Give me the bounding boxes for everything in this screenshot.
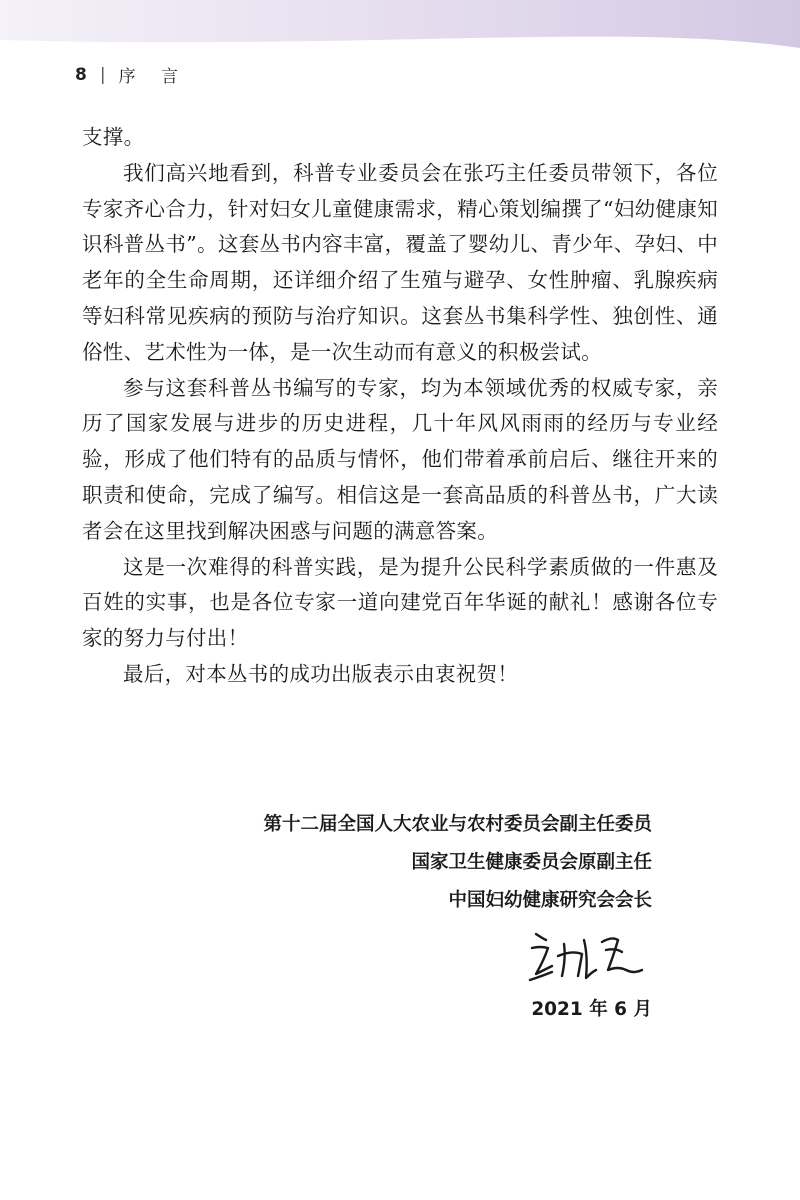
top-decorative-band <box>0 0 800 60</box>
signature-date: 2021 年 6 月 <box>531 999 652 1020</box>
top-band-graphic <box>0 0 800 60</box>
paragraph: 最后，对本丛书的成功出版表示由衷祝贺！ <box>123 661 519 686</box>
page-number: 8 <box>75 64 88 85</box>
signer-title: 第十二届全国人大农业与农村委员会副主任委员 <box>263 814 652 835</box>
section-title: 序 言 <box>118 67 188 87</box>
paragraph: 这是一次难得的科普实践，是为提升公民科学素质做的一件惠及百姓的实事，也是各位专家一道向建党百年华诞的献礼！感谢各位专家的努力与付出！ <box>82 554 718 651</box>
signer-title: 国家卫生健康委员会原副主任 <box>411 852 652 873</box>
signer-title: 中国妇幼健康研究会会长 <box>448 890 652 911</box>
paragraph: 我们高兴地看到，科普专业委员会在张巧主任委员带领下，各位专家齐心合力，针对妇女儿童健康需求，精心策划编撰了“妇幼健康知识科普丛书”。这套丛书内容丰富，覆盖了婴幼儿、青少年、孕妇、中老年的全生命周期，还详细介绍了生殖与避孕、女性肿瘤、乳腺疾病等妇科常见疾病的预防与治疗知识。这套丛书集科学性、独创性、通俗性、艺术性为一体，是一次生动而有意义的积极尝试。 <box>82 160 718 364</box>
preface-body <box>82 120 718 693</box>
running-header <box>75 62 188 87</box>
paragraph-continuation: 支撑。 <box>82 125 145 149</box>
handwritten-signature <box>522 926 652 988</box>
signature-block <box>263 806 652 1028</box>
header-separator: | <box>99 64 107 85</box>
paragraph: 参与这套科普丛书编写的专家，均为本领域优秀的权威专家，亲历了国家发展与进步的历史进程，几十年风风雨雨的经历与专业经验，形成了他们特有的品质与情怀，他们带着承前启后、继往开来的职责和使命，完成了编写。相信这是一套高品质的科普丛书，广大读者会在这里找到解决困惑与问题的满意答案。 <box>82 375 718 543</box>
